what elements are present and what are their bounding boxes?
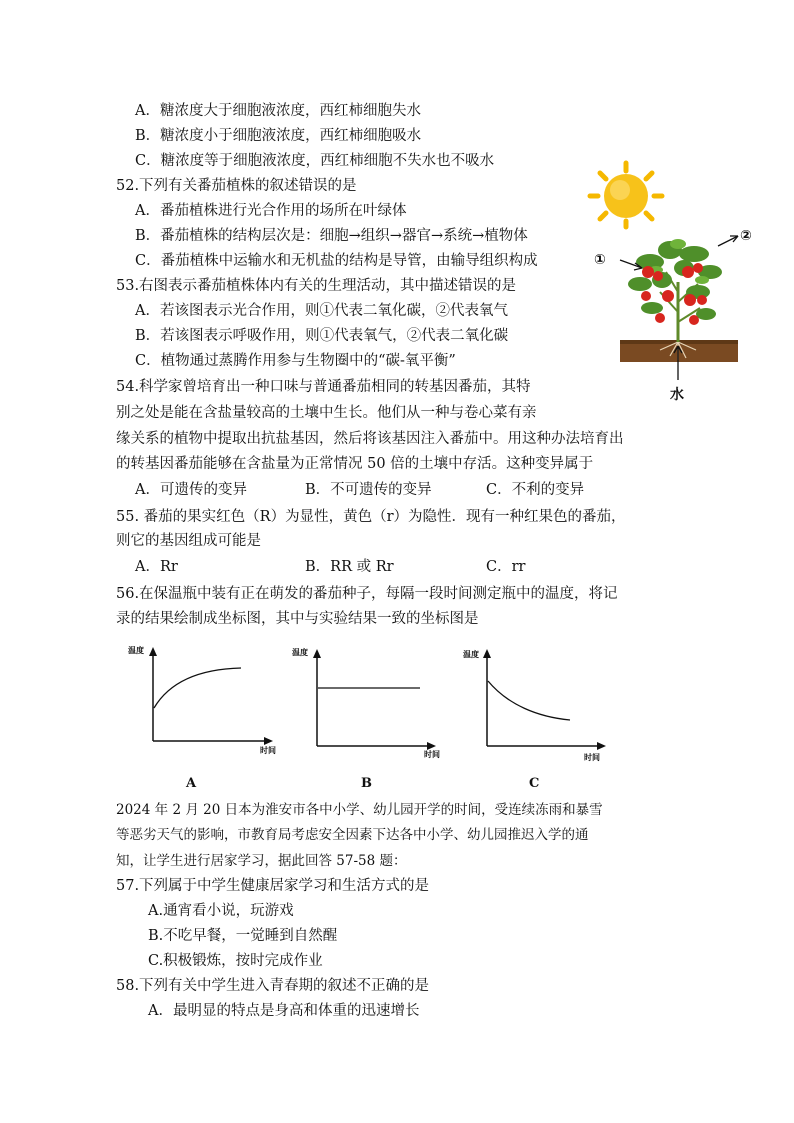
q57-option-c: C.积极锻炼，按时完成作业 [148,953,323,969]
q51-option-a: A．糖浓度大于细胞液浓度，西红柿细胞失水 [135,103,421,119]
q54-line-2: 别之处是能在含盐量较高的土壤中生长。他们从一种与卷心菜有亲 [116,405,537,421]
passage-line-3: 知，让学生进行居家学习，据此回答 57-58 题： [116,853,407,869]
graph-a-xlabel: 时间 [260,746,276,755]
q54-option-a: A．可遗传的变异 [135,482,247,498]
q53-option-a: A．若该图表示光合作用，则①代表二氧化碳，②代表氧气 [135,303,508,319]
plant-label-water: 水 [670,387,684,403]
graph-b-xlabel: 时间 [424,750,440,759]
graph-c-xlabel: 时间 [584,753,600,762]
graph-b-ylabel: 温度 [292,648,308,657]
q55-line-1: 55. 番茄的果实红色（R）为显性，黄色（r）为隐性．现有一种红果色的番茄， [116,509,626,525]
tomato-plant-illustration [590,222,760,412]
q57-stem: 57.下列属于中学生健康居家学习和生活方式的是 [116,878,430,894]
q52-option-a: A．番茄植株进行光合作用的场所在叶绿体 [135,203,407,219]
q52-option-c: C．番茄植株中运输水和无机盐的结构是导管，由输导组织构成 [135,253,538,269]
graph-c-letter: C [529,776,540,791]
q56-line-1: 56.在保温瓶中装有正在萌发的番茄种子，每隔一段时间测定瓶中的温度，将记 [116,586,618,602]
q54-option-b: B．不可遗传的变异 [305,482,432,498]
q52-option-b: B．番茄植株的结构层次是：细胞→组织→器官→系统→植物体 [135,228,528,244]
q53-option-c: C．植物通过蒸腾作用参与生物圈中的“碳-氧平衡” [135,353,456,369]
q55-line-2: 则它的基因组成可能是 [116,533,261,549]
q51-option-b: B．糖浓度小于细胞液浓度，西红柿细胞吸水 [135,128,422,144]
q55-option-a: A．Rr [135,559,178,575]
graph-c [460,643,620,763]
graph-b [290,643,450,763]
q58-stem: 58.下列有关中学生进入青春期的叙述不正确的是 [116,978,430,994]
q57-option-b: B.不吃早餐，一觉睡到自然醒 [148,928,338,944]
graph-a-letter: A [186,776,197,791]
plant-label-1: ① [594,252,606,268]
q52-stem: 52.下列有关番茄植株的叙述错误的是 [116,178,357,194]
graph-a-ylabel: 温度 [128,646,144,655]
passage-line-2: 等恶劣天气的影响，市教育局考虑安全因素下达各中小学、幼儿园推迟入学的通 [116,827,589,843]
q56-line-2: 录的结果绘制成坐标图，其中与实验结果一致的坐标图是 [116,611,479,627]
q53-stem: 53.右图表示番茄植株体内有关的生理活动，其中描述错误的是 [116,278,517,294]
q54-line-3: 缘关系的植物中提取出抗盐基因，然后将该基因注入番茄中。用这种办法培育出 [116,431,624,447]
graph-b-letter: B [361,776,372,791]
q54-line-4: 的转基因番茄能够在含盐量为正常情况 50 倍的土壤中存活。这种变异属于 [116,456,594,472]
sun-icon [586,160,666,230]
plant-label-2: ② [740,228,752,244]
q55-option-c: C．rr [486,559,526,575]
q58-option-a: A．最明显的特点是身高和体重的迅速增长 [148,1003,420,1019]
q57-option-a: A.通宵看小说，玩游戏 [148,903,294,919]
graph-a [125,643,285,763]
q53-option-b: B．若该图表示呼吸作用，则①代表氧气，②代表二氧化碳 [135,328,509,344]
q55-option-b: B．RR 或 Rr [305,559,394,575]
passage-line-1: 2024 年 2 月 20 日本为淮安市各中小学、幼儿园开学的时间，受连续冻雨和暴雪 [116,802,603,818]
q54-option-c: C．不利的变异 [486,482,585,498]
graph-c-ylabel: 温度 [463,650,479,659]
q54-line-1: 54.科学家曾培育出一种口味与普通番茄相同的转基因番茄，其特 [116,379,531,395]
q51-option-c: C．糖浓度等于细胞液浓度，西红柿细胞不失水也不吸水 [135,153,495,169]
